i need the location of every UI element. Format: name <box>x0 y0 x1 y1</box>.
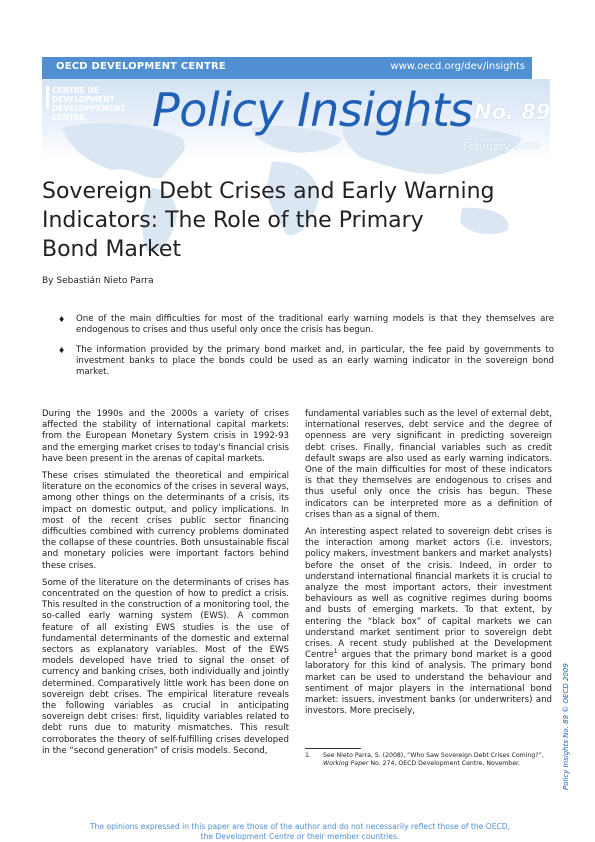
paragraph: fundamental variables such as the level of external debt, international reserves, debt service and the degree of openness are very significant in predicting sovereign debt crises. Finally, financial variables such as credit default swaps are also used as early warning indicators. One of the main difficulties for most of these indicators is that they themselves are endogenous to crises and thus useful only once the crisis has begun. These indicators can be interpreted more as a definition of crises than as a signal of them. <box>305 409 552 520</box>
diamond-bullet-icon: ♦ <box>58 315 66 324</box>
footnote-citation: See Nieto Parra, S. (2008), “Who Saw Sovereign Debt Crises Coming?”, <box>323 752 544 759</box>
paragraph: During the 1990s and the 2000s a variety of crises affected the stability of international capital markets: from the European Monetary System crisis in 1992-93 and the emerging market crises to today's financial crisis have been present in the arenas of capital markets. <box>42 409 289 464</box>
org-name: OECD DEVELOPMENT CENTRE <box>56 61 226 72</box>
paragraph-text: An interesting aspect related to sovereign debt crises is the interaction among market actors (i.e. investors, policy makers, investment bankers and market analysts) before the onset of the crisis. Indeed, in order to understand international financial markets it is crucial to analyze the most important actors, their investment behaviours as well as cognitive regimes during booms and busts of emerging markets. To that extent, by entering the “black box” of capital markets we can understand market sentiment prior to sovereign debt crises. A recent study published at the Development Centre <box>305 527 552 661</box>
paragraph: These crises stimulated the theoretical and empirical literature on the economics of the crises in several ways, among other things on the determinants of a crisis, its impact on domestic output, and policy implications. In most of the recent crises public sector financing difficulties combined with currency problems dominated the collapse of these countries. Both unsustainable fiscal and monetary policies were important factors behind these crises. <box>42 471 289 571</box>
key-point <box>58 314 554 336</box>
series-title: Policy Insights <box>152 83 473 137</box>
body-column-right <box>305 409 552 723</box>
issue-date: February 2009 <box>463 141 540 153</box>
author-byline: By Sebastián Nieto Parra <box>42 276 154 286</box>
footnote-series: Working Paper <box>323 760 369 768</box>
footnote-text <box>305 752 555 769</box>
footnote-number: 1. <box>305 752 311 759</box>
disclaimer <box>60 822 540 842</box>
title-line: Bond Market <box>42 237 182 262</box>
footnote-divider <box>305 748 361 749</box>
side-copyright: Policy Insights No. 89 © OECD 2009 <box>562 663 570 790</box>
issue-number: No. 89 <box>474 100 551 124</box>
key-point <box>58 345 554 378</box>
logo-line-2: DEVELOPPEMENT CENTRE <box>52 104 126 122</box>
paragraph <box>305 527 552 717</box>
paragraph-text: argues that the primary bond market is a good laboratory for this kind of analysis. The primary bond market can be used to understand the behaviour and sentiment of major players in the international bond market: issuers, investment banks (or underwriters) and investors. More precisely, <box>305 650 552 717</box>
development-centre-logo <box>46 86 134 122</box>
footnote <box>305 752 555 769</box>
paragraph: Some of the literature on the determinants of crises has concentrated on the question of how to predict a crisis. This resulted in the construction of a monitoring tool, the so-called early warning system (EWS). A common feature of all existing EWS studies is the use of fundamental determinants of the domestic and external sectors as explanatory variables. Most of the EWS models developed have tried to signal the onset of currency and banking crises, both individually and jointly determined. Comparatively little work has been done on sovereign debt crises. The empirical literature reveals the following variables as crucial in anticipating sovereign debt crises: first, liquidity variables related to debt runs due to maturity mismatches. This result corroborates the theory of self-fulfilling crises developed in the “second generation” of crisis models. Second, <box>42 577 289 756</box>
title-line: Sovereign Debt Crises and Early Warning <box>42 179 495 204</box>
key-point-text: One of the main difficulties for most of the traditional early warning models is that they themselves are endogenous to crises and thus useful only once the crisis has begun. <box>76 314 554 335</box>
document-title <box>42 177 542 264</box>
key-point-text: The information provided by the primary bond market and, in particular, the fee paid by governments to investment banks to place the bonds could be used as an early warning indicator in the sovereign bond market. <box>76 345 554 377</box>
disclaimer-line: the Development Centre or their member countries. <box>200 832 400 841</box>
footnote-ref[interactable]: 1 <box>333 648 338 656</box>
body-column-left <box>42 409 289 763</box>
logo-line-1: CENTRE DE DEVELOPMENT <box>52 86 115 104</box>
website-url[interactable]: www.oecd.org/dev/insights <box>390 61 525 72</box>
key-points <box>58 314 554 387</box>
title-line: Indicators: The Role of the Primary <box>42 208 424 233</box>
disclaimer-line: The opinions expressed in this paper are those of the author and do not necessarily reflect those of the OECD, <box>89 822 511 831</box>
footnote-details: No. 274, OECD Development Centre, November. <box>368 760 520 768</box>
diamond-bullet-icon: ♦ <box>58 346 66 355</box>
